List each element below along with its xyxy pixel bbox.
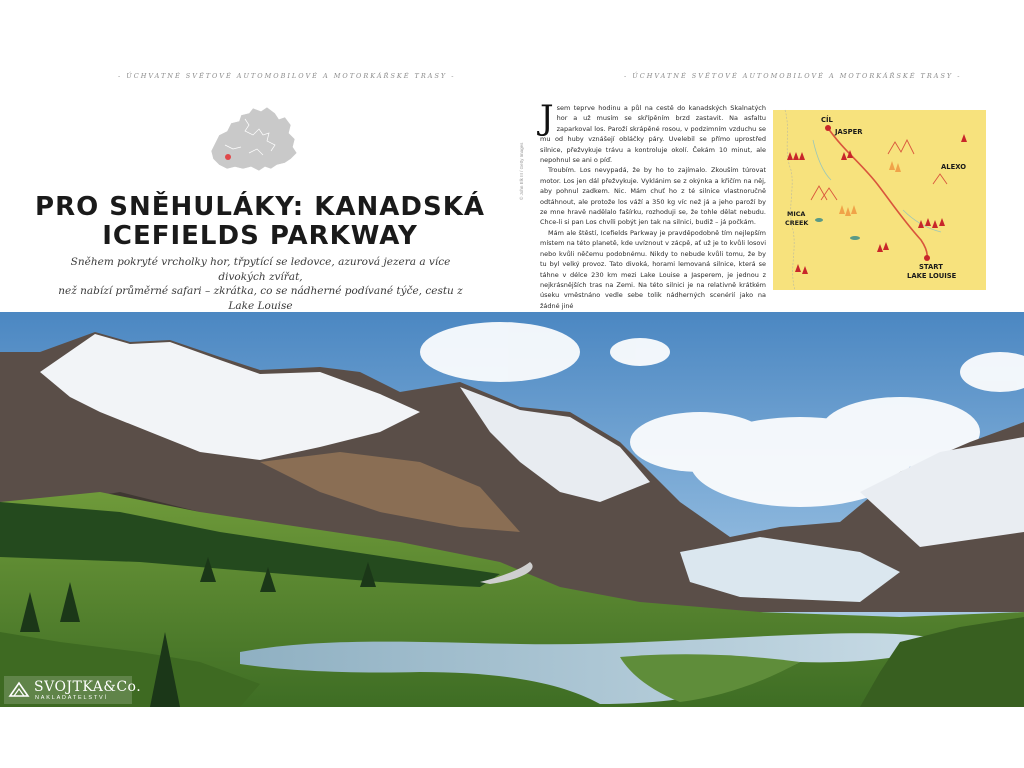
section-header-right: - ÚCHVATNÉ SVĚTOVÉ AUTOMOBILOVÉ A MOTORKÁŘSKÉ TRASY - <box>624 72 962 80</box>
map-label-jasper: JASPER <box>835 128 863 136</box>
title-line-1: PRO SNĚHULÁKY: KANADSKÁ <box>35 192 485 222</box>
title-line-2: ICEFIELDS PARKWAY <box>102 221 418 251</box>
subtitle-line-1: Sněhem pokryté vrcholky hor, třpytící se ledovce, azurová jezera a více divokých zvířat, <box>70 256 451 283</box>
drop-cap: J <box>540 98 554 138</box>
route-map <box>773 110 986 290</box>
start-pin-icon <box>924 255 930 261</box>
map-label-creek: CREEK <box>785 219 809 227</box>
map-label-alexo: ALEXO <box>941 163 967 171</box>
article-body <box>540 98 766 310</box>
canada-map-icon <box>205 105 300 180</box>
page-title <box>20 193 500 251</box>
map-label-lake-louise: LAKE LOUISE <box>907 272 957 280</box>
article-paragraph-1: Jsem teprve hodinu a půl na cestě do kanadských Skalnatých hor a už musím se skřípěním brzd zastavit. Na asfaltu zaparkoval los. Paroží skrápěné rosou, v podzimním vzduchu se mu od huby vznášejí obláčky páry. Uvelebil se přímo uprostřed silnice, přežvykuje trávu a kontroluje okolí. Čekám 10 minut, ale nepohnul se ani o píď. <box>540 98 766 165</box>
landscape-photo <box>0 312 1024 707</box>
watermark-brand: SVOJTKA&Co. <box>34 679 142 695</box>
subtitle-line-2: než nabízí průměrné safari – zkrátka, co se nádherné podívané týče, cestu z Lake Louise <box>58 285 463 312</box>
watermark-sub: NAKLADATELSTVÍ <box>35 695 108 701</box>
publisher-logo-icon <box>8 680 30 700</box>
map-label-start: START <box>919 263 943 271</box>
section-header-left: - ÚCHVATNÉ SVĚTOVÉ AUTOMOBILOVÉ A MOTORKÁŘSKÉ TRASY - <box>118 72 456 80</box>
publisher-watermark <box>4 676 142 704</box>
photo-credit: © John Elk III / Getty Images <box>519 142 524 200</box>
map-label-mica: MICA <box>787 210 806 218</box>
finish-pin-icon <box>825 125 831 131</box>
article-paragraph-3: Mám ale štěstí, Icefields Parkway je pravděpodobně tím nejlepším místem na této planetě, kde uvíznout v zácpě, ať už je to kvůli losovi nebo kvůli něčemu podobnému. Nikdy to nebude kvůli tomu, že by tu byl velký provoz. Tato divoká, horami lemovaná silnice, která se táhne v délce 230 km mezi Lake Louise a Jasperem, je jednou z nejkrásnějších tras na Zemi. Na této silnici je na relativně krátkém úseku vměstnáno vedle sebe tolik nádherných scenérií jako na žádné jiné <box>540 228 766 310</box>
article-paragraph-2: Troubím. Los nevypadá, že by ho to zajímalo. Zkouším túrovat motor. Los jen dál přežvykuje. Vyklánim se z okýnka a křičím na něj, aby pohnul zadkem. Nic. Mám chuť ho z té silnice vlastnoručně odtáhnout, ale protože los váží a 350 kg víc než já a jeho paroží by ze mne hravě nadělalo fašírku, rozhoduji se, že tohle dělat nebudu. Chce-li si pan Los chvíli pobýt jen tak na silnici, budiž – já počkám. <box>540 166 766 227</box>
map-label-finish: CÍL <box>821 116 833 124</box>
location-marker-icon <box>225 154 231 160</box>
